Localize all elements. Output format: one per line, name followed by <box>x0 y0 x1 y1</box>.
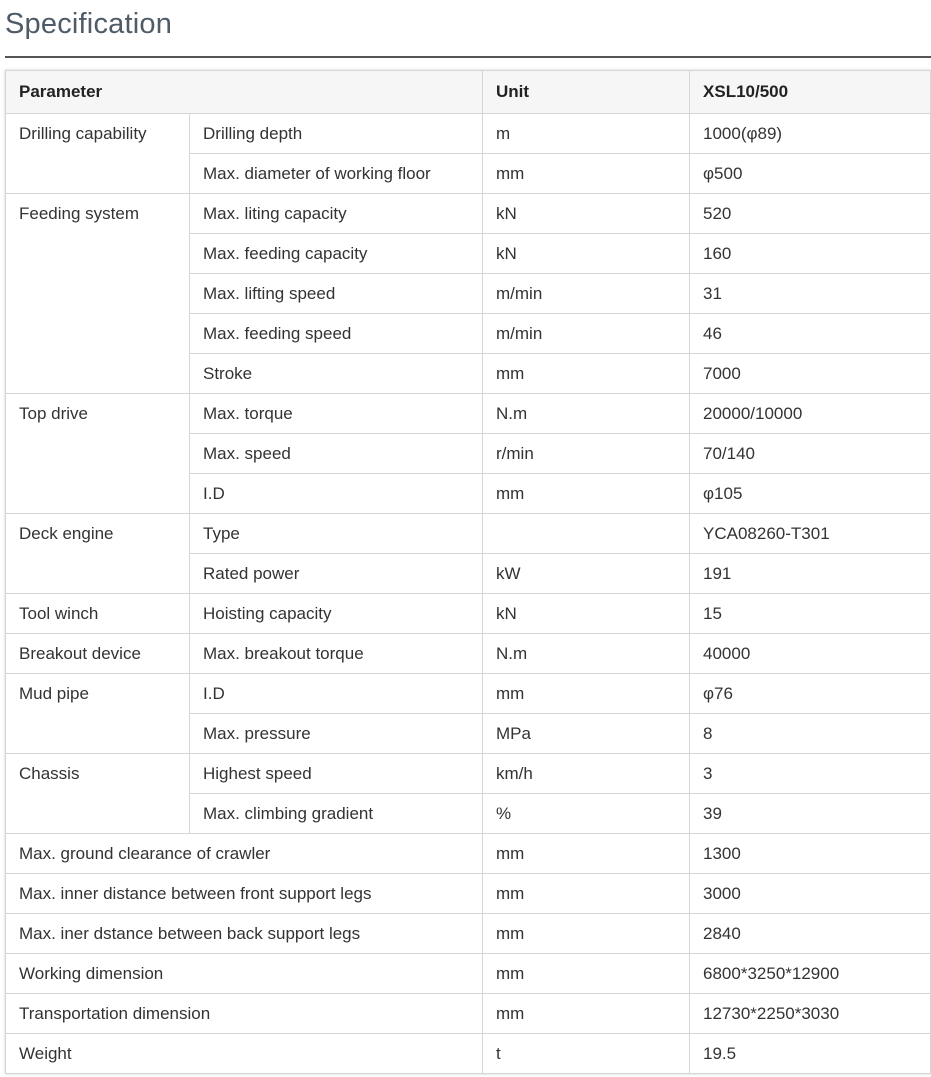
value-cell: 3000 <box>690 874 931 914</box>
unit-cell: kN <box>483 594 690 634</box>
parameter-cell: Max. iner dstance between back support legs <box>6 914 483 954</box>
parameter-cell: Max. feeding speed <box>190 314 483 354</box>
value-cell: 7000 <box>690 354 931 394</box>
table-row <box>6 634 931 674</box>
value-cell: 70/140 <box>690 434 931 474</box>
parameter-cell: I.D <box>190 474 483 514</box>
value-cell: 1000(φ89) <box>690 114 931 154</box>
table-row <box>6 954 931 994</box>
parameter-cell: Type <box>190 514 483 554</box>
value-cell: 20000/10000 <box>690 394 931 434</box>
parameter-cell: Max. pressure <box>190 714 483 754</box>
unit-cell: mm <box>483 914 690 954</box>
value-cell: 12730*2250*3030 <box>690 994 931 1034</box>
unit-cell: km/h <box>483 754 690 794</box>
unit-cell: mm <box>483 874 690 914</box>
unit-cell: kN <box>483 194 690 234</box>
parameter-cell: Working dimension <box>6 954 483 994</box>
parameter-cell: Highest speed <box>190 754 483 794</box>
unit-cell: mm <box>483 994 690 1034</box>
unit-cell: mm <box>483 834 690 874</box>
unit-cell: kW <box>483 554 690 594</box>
specification-table-container <box>5 70 931 1074</box>
group-label: Tool winch <box>6 594 190 634</box>
unit-cell <box>483 514 690 554</box>
unit-cell: mm <box>483 674 690 714</box>
value-cell: 6800*3250*12900 <box>690 954 931 994</box>
value-cell: 19.5 <box>690 1034 931 1074</box>
unit-cell: kN <box>483 234 690 274</box>
value-cell: φ500 <box>690 154 931 194</box>
value-cell: 15 <box>690 594 931 634</box>
parameter-cell: Max. diameter of working floor <box>190 154 483 194</box>
parameter-cell: Max. torque <box>190 394 483 434</box>
page-title: Specification <box>5 8 173 40</box>
parameter-cell: Hoisting capacity <box>190 594 483 634</box>
value-cell: φ76 <box>690 674 931 714</box>
table-row <box>6 834 931 874</box>
value-cell: 1300 <box>690 834 931 874</box>
table-row <box>6 874 931 914</box>
group-label: Drilling capability <box>6 114 190 194</box>
value-cell: 46 <box>690 314 931 354</box>
value-cell: 191 <box>690 554 931 594</box>
title-divider <box>5 56 931 58</box>
group-label: Breakout device <box>6 634 190 674</box>
value-cell: 3 <box>690 754 931 794</box>
parameter-cell: Transportation dimension <box>6 994 483 1034</box>
value-cell: 8 <box>690 714 931 754</box>
table-row <box>6 194 931 234</box>
parameter-cell: Drilling depth <box>190 114 483 154</box>
table-header-row <box>6 71 931 114</box>
unit-cell: m <box>483 114 690 154</box>
unit-cell: N.m <box>483 394 690 434</box>
parameter-cell: I.D <box>190 674 483 714</box>
unit-cell: m/min <box>483 314 690 354</box>
unit-cell: mm <box>483 474 690 514</box>
unit-cell: r/min <box>483 434 690 474</box>
unit-cell: t <box>483 1034 690 1074</box>
parameter-cell: Rated power <box>190 554 483 594</box>
parameter-cell: Max. liting capacity <box>190 194 483 234</box>
table-row <box>6 674 931 714</box>
table-row <box>6 1034 931 1074</box>
value-cell: 40000 <box>690 634 931 674</box>
group-label: Top drive <box>6 394 190 514</box>
parameter-cell: Stroke <box>190 354 483 394</box>
unit-cell: m/min <box>483 274 690 314</box>
table-row <box>6 754 931 794</box>
value-cell: 2840 <box>690 914 931 954</box>
parameter-cell: Max. feeding capacity <box>190 234 483 274</box>
parameter-cell: Max. speed <box>190 434 483 474</box>
parameter-cell: Max. lifting speed <box>190 274 483 314</box>
header-parameter: Parameter <box>6 71 483 114</box>
value-cell: YCA08260-T301 <box>690 514 931 554</box>
parameter-cell: Max. breakout torque <box>190 634 483 674</box>
unit-cell: MPa <box>483 714 690 754</box>
unit-cell: mm <box>483 354 690 394</box>
specification-table <box>5 70 931 1074</box>
group-label: Feeding system <box>6 194 190 394</box>
value-cell: 31 <box>690 274 931 314</box>
parameter-cell: Max. ground clearance of crawler <box>6 834 483 874</box>
value-cell: 520 <box>690 194 931 234</box>
table-row <box>6 594 931 634</box>
table-row <box>6 114 931 154</box>
value-cell: 39 <box>690 794 931 834</box>
value-cell: φ105 <box>690 474 931 514</box>
table-row <box>6 914 931 954</box>
parameter-cell: Max. inner distance between front support legs <box>6 874 483 914</box>
unit-cell: % <box>483 794 690 834</box>
table-row <box>6 994 931 1034</box>
group-label: Deck engine <box>6 514 190 594</box>
unit-cell: mm <box>483 954 690 994</box>
value-cell: 160 <box>690 234 931 274</box>
table-row <box>6 514 931 554</box>
unit-cell: N.m <box>483 634 690 674</box>
header-unit: Unit <box>483 71 690 114</box>
parameter-cell: Max. climbing gradient <box>190 794 483 834</box>
table-row <box>6 394 931 434</box>
unit-cell: mm <box>483 154 690 194</box>
group-label: Mud pipe <box>6 674 190 754</box>
group-label: Chassis <box>6 754 190 834</box>
header-model: XSL10/500 <box>690 71 931 114</box>
parameter-cell: Weight <box>6 1034 483 1074</box>
